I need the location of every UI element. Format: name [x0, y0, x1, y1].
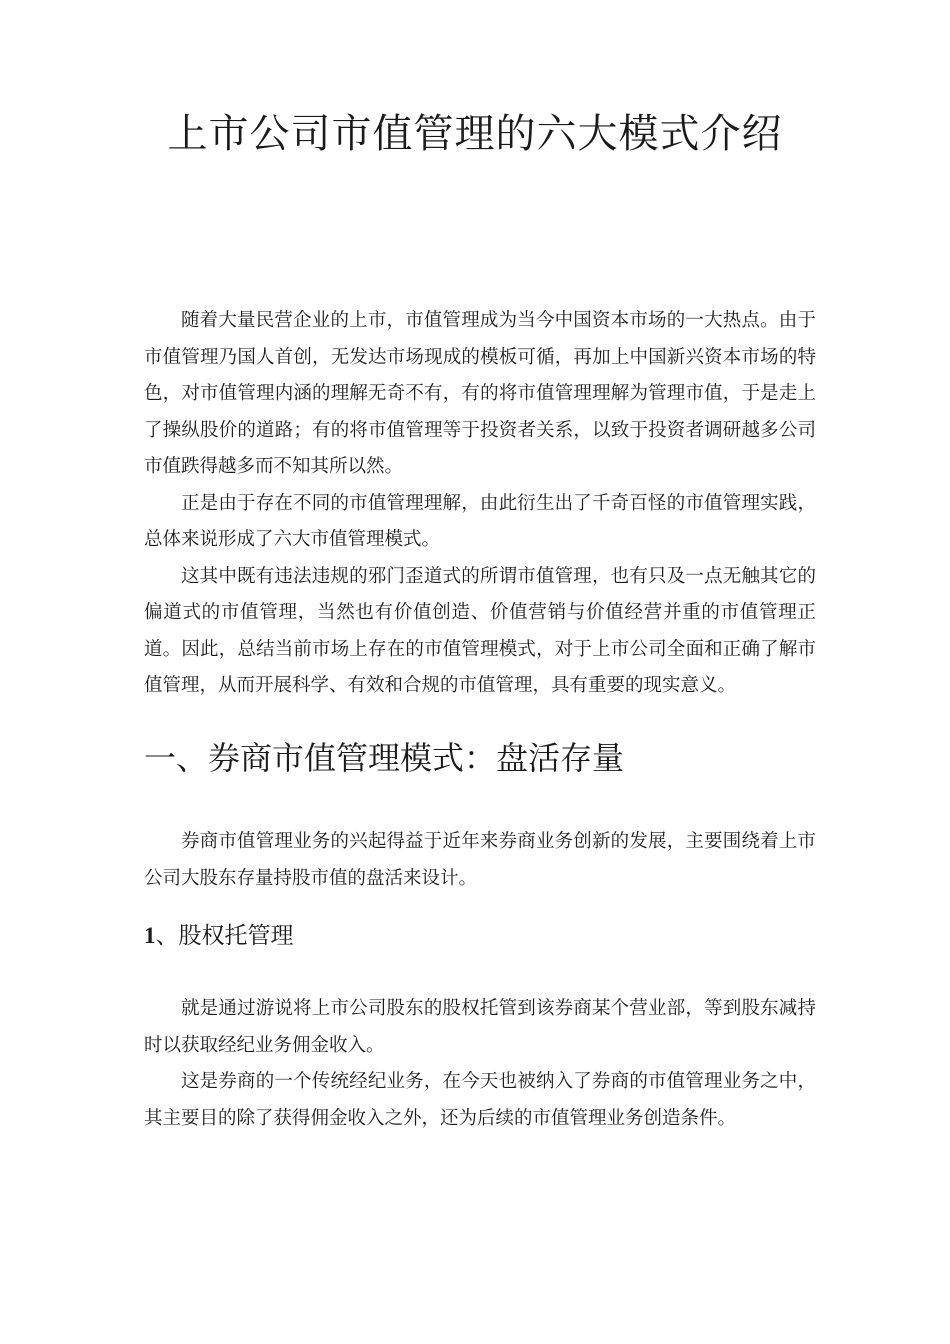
subsection-1-paragraph-1: 就是通过游说将上市公司股东的股权托管到该券商某个营业部，等到股东减持时以获取经纪业务佣金收入。 — [144, 998, 816, 1056]
intro-paragraph-3: 这其中既有违法违规的邪门歪道式的所谓市值管理，也有只及一点无触其它的偏道式的市值管理，当然也有价值创造、价值营销与价值经营并重的市值管理正道。因此，总结当前市场上存在的市值管理模式，对于上市公司全面和正确了解市值管理，从而开展科学、有效和合规的市值管理，具有重要的现实意义。 — [144, 565, 816, 696]
section-1 — [144, 736, 816, 780]
subsection-1-body — [144, 991, 816, 1137]
section-1-paragraph-1: 券商市值管理业务的兴起得益于近年来券商业务创新的发展，主要围绕着上市公司大股东存量持股市值的盘活来设计。 — [144, 831, 816, 889]
section-1-body — [144, 824, 816, 897]
intro-paragraph-1: 随着大量民营企业的上市，市值管理成为当今中国资本市场的一大热点。由于市值管理乃国人首创，无发达市场现成的模板可循，再加上中国新兴资本市场的特色，对市值管理内涵的理解无奇不有，有的将市值管理理解为管理市值，于是走上了操纵股价的道路；有的将市值管理等于投资者关系，以致于投资者调研越多公司市值跌得越多而不知其所以然。 — [144, 310, 816, 477]
intro-section — [144, 303, 816, 705]
subsection-1-number: 1 — [144, 923, 156, 948]
intro-paragraph-2: 正是由于存在不同的市值管理理解，由此衍生出了千奇百怪的市值管理实践，总体来说形成了六大市值管理模式。 — [144, 492, 816, 550]
subsection-1-heading — [144, 920, 816, 952]
subsection-1-paragraph-2: 这是券商的一个传统经纪业务，在今天也被纳入了券商的市值管理业务之中，其主要目的除了获得佣金收入之外，还为后续的市值管理业务创造条件。 — [144, 1071, 816, 1129]
document-title: 上市公司市值管理的六大模式介绍 — [167, 111, 783, 157]
section-1-heading: 一、券商市值管理模式：盘活存量 — [144, 739, 625, 777]
subsection-1 — [144, 920, 816, 952]
subsection-1-title: 、股权托管理 — [155, 923, 294, 949]
